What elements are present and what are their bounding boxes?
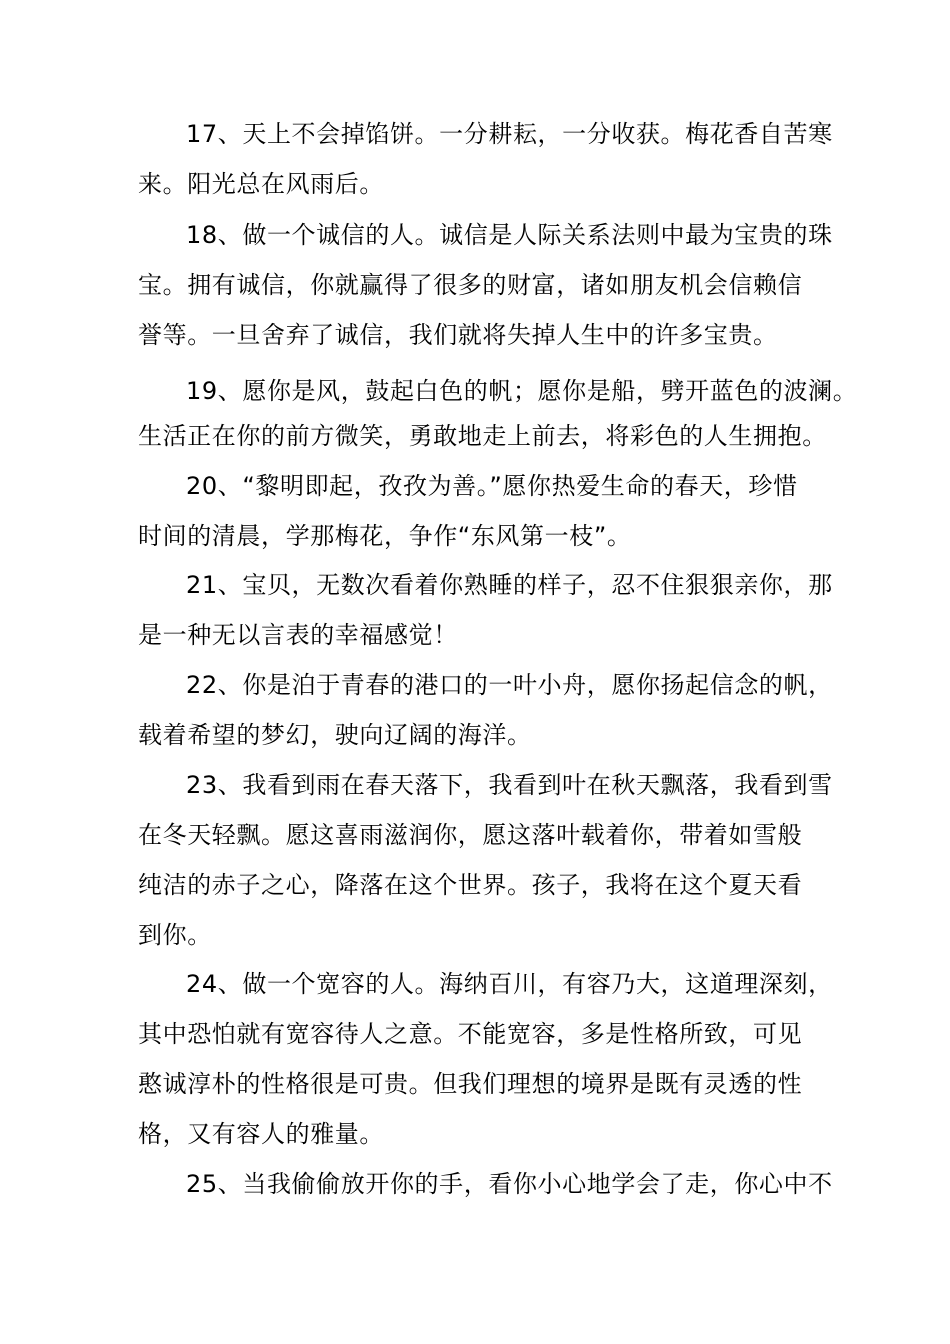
paragraph-line: 25、当我偷偷放开你的手，看你小心地学会了走，你心中不 xyxy=(186,1170,833,1198)
paragraph-line: 21、宝贝，无数次看着你熟睡的样子，忍不住狠狠亲你，那 xyxy=(186,571,833,599)
paragraph-line: 宝。拥有诚信，你就赢得了很多的财富，诸如朋友机会信赖信 xyxy=(138,271,803,299)
paragraph-line: 誉等。一旦舍弃了诚信，我们就将失掉人生中的许多宝贵。 xyxy=(138,321,778,349)
paragraph-line: 19、愿你是风，鼓起白色的帆；愿你是船，劈开蓝色的波澜。 xyxy=(186,377,858,405)
paragraph-line: 18、做一个诚信的人。诚信是人际关系法则中最为宝贵的珠 xyxy=(186,221,833,249)
paragraph-line: 时间的清晨，学那梅花，争作“东风第一枝”。 xyxy=(138,522,632,550)
paragraph-line: 23、我看到雨在春天落下，我看到叶在秋天飘落，我看到雪 xyxy=(186,771,833,799)
paragraph-line: 24、做一个宽容的人。海纳百川，有容乃大，这道理深刻， xyxy=(186,970,833,998)
paragraph-line: 纯洁的赤子之心，降落在这个世界。孩子，我将在这个夏天看 xyxy=(138,871,803,899)
paragraph-line: 17、天上不会掉馅饼。一分耕耘，一分收获。梅花香自苦寒 xyxy=(186,120,833,148)
paragraph-line: 到你。 xyxy=(138,921,212,949)
paragraph-line: 格，又有容人的雅量。 xyxy=(138,1120,384,1148)
paragraph-line: 在冬天轻飘。愿这喜雨滋润你，愿这落叶载着你，带着如雪般 xyxy=(138,821,803,849)
paragraph-line: 20、“黎明即起，孜孜为善。”愿你热爱生命的春天，珍惜 xyxy=(186,472,798,500)
paragraph-line: 是一种无以言表的幸福感觉！ xyxy=(138,621,458,649)
paragraph-line: 憨诚淳朴的性格很是可贵。但我们理想的境界是既有灵透的性 xyxy=(138,1070,803,1098)
paragraph-line: 生活正在你的前方微笑，勇敢地走上前去，将彩色的人生拥抱。 xyxy=(138,422,827,450)
paragraph-line: 其中恐怕就有宽容待人之意。不能宽容，多是性格所致，可见 xyxy=(138,1020,803,1048)
paragraph-line: 来。阳光总在风雨后。 xyxy=(138,170,384,198)
paragraph-line: 载着希望的梦幻，驶向辽阔的海洋。 xyxy=(138,721,532,749)
paragraph-line: 22、你是泊于青春的港口的一叶小舟，愿你扬起信念的帆， xyxy=(186,671,833,699)
